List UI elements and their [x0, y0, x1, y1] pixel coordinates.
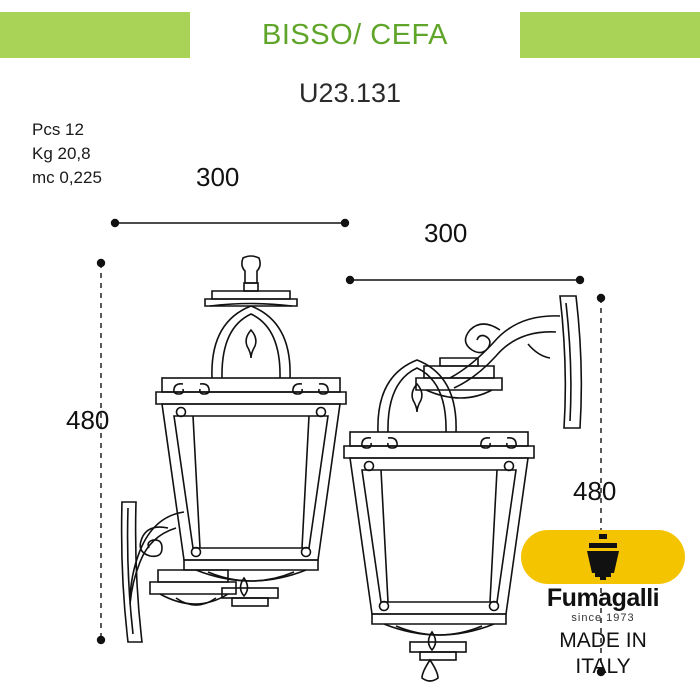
logo-wordmark: Fumagalli — [546, 584, 660, 612]
dimension-label-left-width: 300 — [196, 162, 240, 192]
made-in-line1: MADE IN — [559, 629, 647, 652]
dimension-label-right-height: 480 — [573, 476, 617, 506]
spec-pcs: Pcs 12 — [32, 120, 84, 139]
dimension-label-left-height: 480 — [66, 405, 110, 435]
spec-kg: Kg 20,8 — [32, 144, 91, 163]
brand-logo — [521, 530, 685, 680]
dimension-label-right-width: 300 — [424, 218, 468, 248]
made-in-line2: ITALY — [575, 655, 631, 678]
lantern-up-view — [122, 256, 346, 642]
logo-since: since 1973 — [571, 612, 635, 624]
page-title: BISSO/ CEFA — [262, 18, 448, 51]
made-in-italy — [521, 628, 685, 680]
lantern-icon — [577, 534, 629, 580]
spec-mc: mc 0,225 — [32, 168, 102, 187]
model-code: U23.131 — [298, 78, 402, 108]
